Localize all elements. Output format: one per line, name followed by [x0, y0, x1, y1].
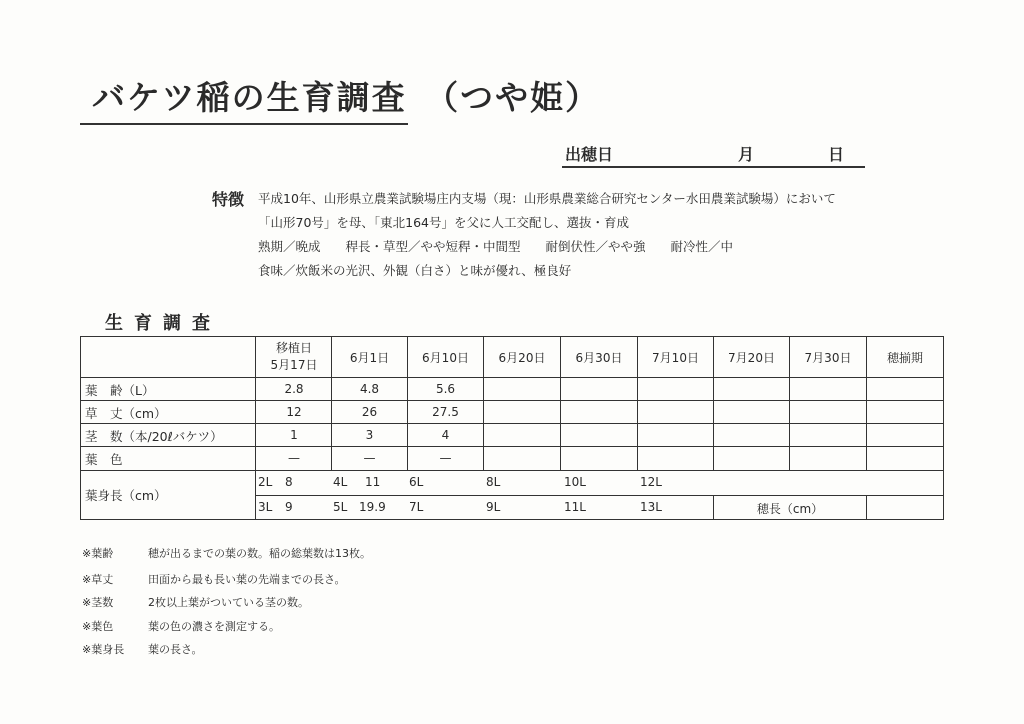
note-text: 葉の色の濃さを測定する。	[148, 620, 280, 633]
leaf-value: 11	[365, 475, 381, 489]
panicle-length-label: 穂長（cm）	[756, 502, 824, 516]
table-cell: 2.8	[284, 382, 304, 396]
row-label-stem-count: 茎 数（本/20ℓバケツ）	[85, 429, 223, 444]
table-cell: 27.5	[432, 405, 459, 419]
leaf-value: 19.9	[359, 500, 386, 514]
leaf-key: 13L	[640, 500, 662, 514]
header-date: 6月30日	[575, 351, 623, 365]
leaf-value: 8	[285, 475, 293, 489]
note-key: ※草丈	[82, 573, 114, 586]
heading-month-label: 月	[738, 145, 755, 164]
row-label-leaf-color: 葉 色	[85, 452, 123, 467]
table-cell: 4.8	[359, 382, 380, 396]
table-cell: 4	[441, 428, 450, 442]
leaf-value: 9	[285, 500, 293, 514]
note-item	[82, 545, 371, 561]
date-underline	[562, 166, 865, 168]
section-title: 生育調査	[105, 313, 221, 334]
header-heading-period: 穂揃期	[886, 351, 923, 365]
note-text: 2枚以上葉がついている茎の数。	[148, 596, 309, 609]
leaf-key: 4L	[333, 475, 348, 489]
row-label-leaf-age: 葉 齢（L）	[85, 383, 155, 398]
table-cell: 12	[286, 405, 302, 419]
note-item	[82, 618, 280, 634]
feature-line: 熟期／晩成 稈長・草型／やや短稈・中間型 耐倒伏性／やや強 耐冷性／中	[258, 239, 734, 254]
growth-survey-table	[80, 336, 944, 520]
table-cell: —	[439, 451, 452, 465]
header-date: 6月10日	[422, 351, 469, 365]
leaf-key: 5L	[333, 500, 348, 514]
leaf-key: 12L	[640, 475, 662, 489]
note-item	[82, 594, 309, 610]
table-cell: —	[363, 451, 376, 465]
note-text: 穂が出るまでの葉の数。稲の総葉数は13枚。	[148, 547, 371, 560]
leaf-key: 3L	[258, 500, 273, 514]
features-label: 特徴	[212, 190, 245, 209]
header-date: 6月20日	[498, 351, 546, 365]
leaf-key: 6L	[409, 475, 424, 489]
note-item	[82, 641, 203, 657]
header-date: 7月30日	[804, 351, 852, 365]
page-title: バケツ稲の生育調査 （つや姫）	[92, 78, 601, 117]
header-date: 7月10日	[652, 351, 699, 365]
heading-day-label: 日	[828, 145, 845, 164]
note-key: ※葉色	[82, 620, 114, 633]
header-date: 7月20日	[728, 351, 775, 365]
leaf-key: 11L	[564, 500, 586, 514]
heading-date-label: 出穂日	[565, 145, 614, 164]
row-label-plant-height: 草 丈（cm）	[85, 406, 167, 421]
leaf-key: 7L	[409, 500, 424, 514]
note-item	[82, 571, 346, 587]
table-cell: 5.6	[435, 382, 456, 396]
note-text: 田面から最も長い葉の先端までの長さ。	[148, 573, 346, 586]
feature-line: 「山形70号」を母、「東北164号」を父に人工交配し、選抜・育成	[258, 215, 630, 230]
note-text: 葉の長さ。	[148, 643, 203, 656]
note-key: ※葉齢	[82, 547, 114, 560]
row-label-leaf-length: 葉身長（cm）	[85, 488, 167, 503]
leaf-key: 2L	[258, 475, 273, 489]
table-cell: 3	[365, 428, 374, 442]
title-underline	[80, 123, 408, 125]
feature-line: 平成10年、山形県立農業試験場庄内支場（現：山形県農業総合研究センター水田農業試験場）において	[258, 191, 836, 206]
leaf-key: 9L	[486, 500, 501, 514]
note-key: ※茎数	[82, 596, 114, 609]
leaf-key: 10L	[564, 475, 586, 489]
feature-line: 食味／炊飯米の光沢、外観（白さ）と味が優れ、極良好	[258, 263, 572, 278]
leaf-key: 8L	[486, 475, 501, 489]
header-transplant-date: 移植日 5月17日	[270, 341, 318, 372]
table-cell: —	[288, 451, 300, 465]
header-date: 6月1日	[349, 351, 390, 365]
table-cell: 1	[290, 428, 298, 442]
table-cell: 26	[361, 405, 378, 419]
note-key: ※葉身長	[82, 643, 125, 656]
